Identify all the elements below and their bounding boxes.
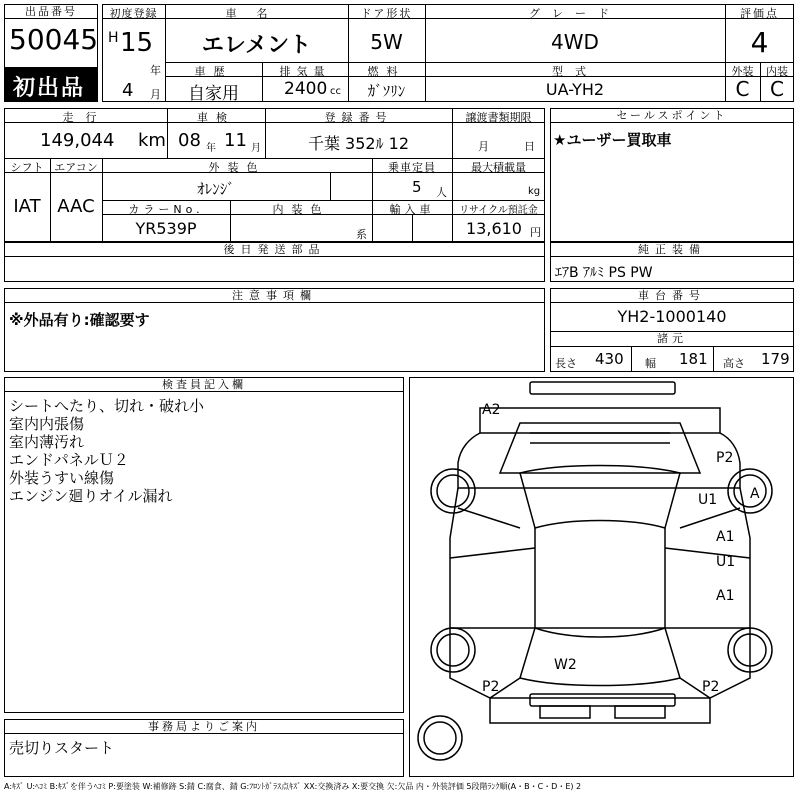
notes-value: ※外品有り:確認要す xyxy=(9,311,150,329)
first-reg-label: 初度登録 xyxy=(109,7,158,20)
equipment-label: 純正装備 xyxy=(551,243,793,257)
inspection-year: 08 xyxy=(178,130,201,151)
inspector-line: 外装うすい線傷 xyxy=(9,469,115,487)
capacity-label: 乗車定員 xyxy=(388,161,436,174)
mark-a1-r1: A1 xyxy=(716,529,735,545)
model-label: 型式 xyxy=(552,65,598,78)
color-no-label: カラーNo. xyxy=(128,203,204,216)
displacement-unit: cc xyxy=(330,86,341,97)
score-label: 評価点 xyxy=(740,7,779,20)
mark-u1-r: U1 xyxy=(698,492,718,508)
height-label: 高さ xyxy=(723,357,745,370)
recycle-label: リサイクル預託金 xyxy=(459,205,538,216)
inspector-label: 検査員記入欄 xyxy=(5,378,403,392)
later-parts-box xyxy=(4,242,545,282)
max-load-unit: kg xyxy=(528,186,541,197)
aircon-value: AAC xyxy=(57,196,95,217)
inspector-line: 室内薄汚れ xyxy=(9,433,85,451)
car-name-label: 車名 xyxy=(225,7,288,20)
length-label: 長さ xyxy=(555,357,577,370)
length-value: 430 xyxy=(595,350,624,368)
color-no-value: YR539P xyxy=(135,219,197,238)
legend: A:ｷｽﾞ U:ﾍｺﾐ B:ｷｽﾞを伴うﾍｺﾐ P:要塗装 W:補修跡 S:錆 C:腐食、錆 G:ﾌﾛﾝﾄｶﾞﾗｽ点ｷｽﾞ XX:交換済み X:要交換 欠:欠品 内・外装評価 5段階ﾗﾝｸ順(A・B・C・D・E) 2 xyxy=(4,782,582,791)
aircon-label: エアコン xyxy=(54,161,98,174)
exterior-grade-label: 外装 xyxy=(731,65,754,78)
transfer-month-unit: 月 xyxy=(478,140,489,153)
exterior-grade-value: C xyxy=(735,77,750,101)
damage-diagram-box xyxy=(409,377,794,777)
first-reg-month-unit: 月 xyxy=(150,88,161,101)
interior-grade-value: C xyxy=(770,77,784,101)
fuel-label: 燃料 xyxy=(367,65,406,78)
listing-box xyxy=(4,4,98,102)
sales-point-box xyxy=(550,108,794,242)
grade-label: グレード xyxy=(529,7,621,20)
sales-point-label: セールスポイント xyxy=(551,109,793,123)
registration-label: 登録番号 xyxy=(324,111,393,124)
shift-value: IAT xyxy=(13,196,41,217)
office-label: 事務局よりご案内 xyxy=(5,720,403,734)
mark-u1-r2: U1 xyxy=(716,554,736,570)
interior-color-unit: 系 xyxy=(356,228,367,241)
first-reg-month: 4 xyxy=(122,80,134,101)
recycle-value: 13,610 xyxy=(466,219,522,238)
mark-p2-bl: P2 xyxy=(482,679,500,695)
door-label: ドア形状 xyxy=(360,7,413,20)
model-value: UA-YH2 xyxy=(545,80,605,99)
notes-box xyxy=(4,288,545,372)
first-reg-year-unit: 年 xyxy=(150,64,161,77)
displacement-value: 2400 xyxy=(284,79,328,99)
history-value: 自家用 xyxy=(188,84,239,104)
history-label: 車歴 xyxy=(194,65,233,78)
inspection-label: 車検 xyxy=(197,111,235,124)
mark-w2: W2 xyxy=(554,657,577,673)
inspector-line: 室内内張傷 xyxy=(9,415,85,433)
shift-label: シフト xyxy=(10,161,44,174)
mark-a2: A2 xyxy=(482,402,501,418)
displacement-label: 排気量 xyxy=(279,65,331,78)
door-value: 5W xyxy=(370,30,403,54)
office-value: 売切りスタート xyxy=(9,739,115,757)
chassis-value: YH2-1000140 xyxy=(617,307,727,326)
inspection-month: 11 xyxy=(224,130,247,151)
interior-grade-label: 内装 xyxy=(766,65,788,78)
equipment-box xyxy=(550,242,794,282)
mark-a-r: A xyxy=(750,486,760,502)
car-name-value: エレメント xyxy=(201,33,312,58)
vehicle-info-table xyxy=(4,108,545,242)
transfer-label: 譲渡書類期限 xyxy=(465,111,532,124)
first-reg-era: H xyxy=(108,30,119,46)
office-box xyxy=(4,719,404,777)
inspector-line: エンドパネルＵ２ xyxy=(9,451,129,469)
registration-value: 千葉 352ﾙ 12 xyxy=(307,134,410,153)
score-value: 4 xyxy=(750,26,769,59)
sales-point-value: ★ユーザー買取車 xyxy=(553,131,672,149)
first-listing-badge-text: 初出品 xyxy=(13,76,86,101)
inspector-line: シートへたり、切れ・破れ小 xyxy=(9,397,205,415)
transfer-day-unit: 日 xyxy=(524,140,535,153)
chassis-box xyxy=(550,288,794,372)
mark-a1-r2: A1 xyxy=(716,588,735,604)
notes-label: 注意事項欄 xyxy=(5,289,544,303)
mileage-unit: km xyxy=(138,130,166,151)
inspection-year-unit: 年 xyxy=(206,143,216,154)
import-label: 輸入車 xyxy=(389,203,435,216)
equipment-value: ｴｱB ｱﾙﾐ PS PW xyxy=(555,265,653,281)
chassis-label: 車台番号 xyxy=(551,289,793,303)
width-value: 181 xyxy=(679,350,708,368)
inspection-month-unit: 月 xyxy=(251,143,261,154)
dimensions-label: 諸元 xyxy=(657,332,687,345)
first-reg-year: 15 xyxy=(120,28,154,58)
listing-number: 50045 xyxy=(9,23,99,56)
height-value: 179 xyxy=(761,350,790,368)
width-label: 幅 xyxy=(645,357,656,370)
mark-p2-br: P2 xyxy=(702,679,720,695)
capacity-value: 5 xyxy=(412,178,422,196)
exterior-color-value: ｵﾚﾝｼﾞ xyxy=(197,180,235,198)
mileage-label: 走行 xyxy=(62,111,109,124)
later-parts-label: 後日発送部品 xyxy=(5,243,544,257)
max-load-label: 最大積載量 xyxy=(471,161,526,174)
inspector-box xyxy=(4,377,404,713)
fuel-value: ｶﾞｿﾘﾝ xyxy=(367,82,406,100)
mileage-value: 149,044 xyxy=(40,130,115,151)
inspector-line: エンジン廻りオイル漏れ xyxy=(9,487,173,505)
mark-p2-tr: P2 xyxy=(716,450,734,466)
listing-label: 出品番号 xyxy=(5,5,97,19)
recycle-unit: 円 xyxy=(530,226,541,239)
exterior-color-label: 外装色 xyxy=(208,161,266,174)
car-diagram xyxy=(410,378,793,776)
grade-value: 4WD xyxy=(551,30,599,54)
interior-color-label: 内装色 xyxy=(272,203,330,216)
capacity-unit: 人 xyxy=(436,186,447,199)
